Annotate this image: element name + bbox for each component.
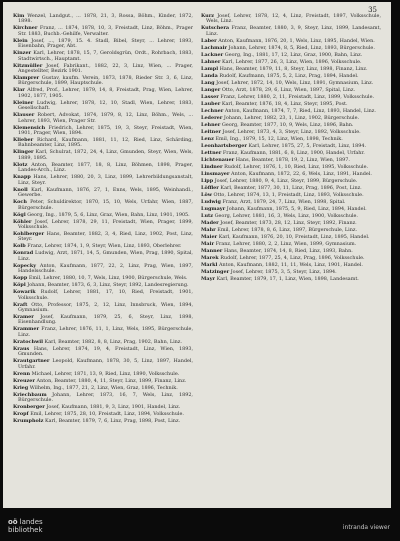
register-entry <box>13 88 193 99</box>
entry-text: Johann, Lehrer, 1874, 8, 5, Ried, Linz, 1893, Bürgerschule. <box>228 44 375 51</box>
entry-name: Markl <box>201 261 218 268</box>
entry-text: Anton, Kaufmann, 1876, 20, 1, Wels, Linz, 1895, Handel, Wien. <box>218 37 375 44</box>
entry-text: Karl, Beamter, 1879, 17, 1, Linz, Wien, 1898, Landesamt. <box>216 275 359 282</box>
entry-name: Löffler <box>201 184 219 191</box>
entry-name: Klamprer <box>13 75 40 82</box>
register-entry <box>13 39 193 50</box>
register-entry <box>201 95 381 100</box>
register-entry <box>13 347 193 358</box>
entry-text: Ludwig, Lehrer, 1878, 12, 10, Stadl, Wien, Lehrer, 1883, Gesellschaft. <box>18 99 193 112</box>
entry-name: Krammer <box>13 326 40 333</box>
page-number: 35 <box>368 6 377 14</box>
entry-name: Kraus <box>13 345 30 352</box>
register-entry <box>201 67 381 72</box>
register-entry <box>13 412 193 417</box>
entry-name: Lenz <box>201 135 214 142</box>
entry-name: Klemensich <box>13 124 46 131</box>
entry-text: Josef, Lehrer, 1872, 14, 10, Wels, Linz, 1891, Gymnasium, Linz. <box>216 79 374 86</box>
entry-name: Mair <box>201 240 215 247</box>
entry-text: Emil, Lehrer, 1880, 10, 7, Wels, Linz, 1900, Bürgerschule, Wels. <box>28 275 188 282</box>
entry-name: Kowarik <box>13 289 36 296</box>
register-entry <box>201 263 381 268</box>
entry-text: Karl, Kaufmann, 1876, 20, 10, Freistadt, Linz, 1895, Handel. <box>218 233 370 240</box>
entry-name: Kitzmüller <box>13 62 43 69</box>
entry-name: Kraft <box>13 301 28 308</box>
register-entry <box>201 228 381 233</box>
entry-name: Krieg <box>13 384 29 391</box>
register-entry <box>201 270 381 275</box>
entry-name: Matzinger <box>201 268 230 275</box>
entry-name: Lampl <box>201 65 219 72</box>
register-entry <box>201 277 381 282</box>
register-entry <box>13 283 193 288</box>
entry-name: Knapp <box>13 174 31 181</box>
entry-name: Lederer <box>201 114 223 121</box>
entry-name: Ludwig <box>201 198 221 205</box>
entry-name: Kramer <box>13 313 34 320</box>
entry-text: Josef, Kaufmann, 1879, 25, 6, Steyr, Linz, 1898, Eisenhandlung. <box>18 313 193 326</box>
register-entry <box>201 193 381 198</box>
entry-text: Josef, Kaufmann, 1881, 9, 3, Linz, 1901, Handel, Linz. <box>46 403 181 410</box>
entry-text: Georg, Ing., 1879, 5, 6, Linz, Graz, Wien, Bahn, Linz, 1901, 1905. <box>27 211 190 218</box>
entry-text: Johann, Lehrer, 1882, 23, 1, Linz, 1902, Bürgerschule. <box>223 114 360 121</box>
register-entry <box>201 151 381 156</box>
register-entry <box>13 386 193 391</box>
register-entry <box>13 340 193 345</box>
entry-name: Köhler <box>13 218 32 225</box>
entry-text: Anton, Kaufmann, 1877, 22, 2, Linz, Prag, Wien, 1897, Handelsschule. <box>18 262 193 275</box>
register-entry <box>13 126 193 137</box>
entry-name: Marek <box>201 254 219 261</box>
entry-text: Anton, Kaufmann, 1882, 11, 11, Wels, Linz, 1901, Handel. <box>218 261 363 268</box>
entry-name: Kleiner <box>13 99 34 106</box>
register-entry <box>13 14 193 25</box>
register-entry <box>201 102 381 107</box>
register-entry <box>201 81 381 86</box>
register-entry <box>13 220 193 231</box>
register-entry <box>13 200 193 211</box>
entry-text: Hans, Beamter, 1874, 14, 8, Ried, Linz, 1893, Bahn. <box>223 247 353 254</box>
entry-name: Kreuzer <box>13 377 35 384</box>
entry-text: Anton, Kaufmann, 1874, 7, 7, Ried, Linz, 1893, Handel, Linz. <box>224 107 376 114</box>
entry-text: Richard, Kaufmann, 1881, 11, 12, Ried, Linz, Schärding, Bahnbeamter, Linz, 1895. <box>18 137 193 149</box>
left-column <box>13 14 193 426</box>
entry-text: Karl, Lehrer, 1875, 27, 5, Freistadt, Linz, 1894. <box>248 142 367 149</box>
entry-text: Emil, Ing., 1879, 15, 12, Linz, Wien, 1898, Technik. <box>215 135 343 142</box>
register-entry <box>201 14 381 25</box>
logo-line2: bibliothek <box>8 526 43 534</box>
entry-text: Anton, Beamter, 1877, 18, 8, Linz, Böhmen, 1898, Prager, Landes-Arch., Linz. <box>18 161 194 174</box>
entry-text: Johann, Lehrer, 1873, 16, 7, Wels, Linz, 1892, Bürgerschule. <box>18 391 193 403</box>
entry-text: Franz, Lehrer, 1876, 11, 1, Linz, Wels, 1895, Bürgerschule, Linz. <box>18 326 194 338</box>
register-entry <box>13 419 193 424</box>
entry-name: Kriechbaum <box>13 391 47 398</box>
entry-name: Lauber <box>201 100 221 107</box>
entry-name: Löw <box>201 191 212 198</box>
entry-name: Kirchner <box>13 25 38 32</box>
entry-name: Lutz <box>201 212 214 219</box>
entry-name: Krenn <box>13 370 31 377</box>
entry-text: Josef, Lehrer, 1873, 4, 3, Steyr, Linz, 1892, Volksschule. <box>222 128 361 135</box>
entry-text: Emil, Lehrer, 1878, 8, 6, Linz, 1897, Bürgerschule, Linz. <box>217 226 358 233</box>
viewer-label[interactable]: intranda viewer <box>342 524 390 531</box>
entry-text: Emil, Lehrer, 1875, 28, 10, Freistadt, Linz, 1894, Volksschule. <box>30 410 184 417</box>
entry-name: Kopp <box>13 275 28 282</box>
entry-name: Konrad <box>13 250 34 257</box>
entry-name: Kutschera <box>201 25 230 32</box>
entry-text: Josef, Fabrikant., 1882, 22, 3, Linz, Wien, ... Prager, Angestellter, Bezirk 1901. <box>18 62 193 75</box>
register-entry <box>13 244 193 249</box>
register-entry <box>13 101 193 112</box>
entry-text: Robert, Advokat, 1874, 1879, 8, 12, Linz, Böhm., Wels, ... Lehrer, 1893, Wien, Prager Str. <box>18 112 194 124</box>
entry-text: Otto, Arzt, 1878, 29, 6, Linz, Wien, 1897, Spital, Linz. <box>221 86 356 93</box>
register-entry <box>201 207 381 212</box>
entry-text: Hans, Beamter, 1879, 11, 8, Steyr, Linz, 1898, Finanz, Linz. <box>219 65 368 72</box>
register-entry <box>201 179 381 184</box>
entry-text: Anton, Kaufmann, 1872, 22, 6, Wels, Linz, 1891, Handel. <box>231 170 372 177</box>
logo-mark: oö <box>8 518 18 526</box>
register-entry <box>201 235 381 240</box>
entry-name: Klar <box>13 87 25 94</box>
entry-name: Lehner <box>201 121 221 128</box>
entry-text: Johann, Kaufmann, 1875, 5, 9, Ried, Linz, 1894, Handel. <box>226 205 367 212</box>
entry-text: Otto, Lehrer, 1874, 13, 1, Freistadt, Linz, 1893, Volksschule. <box>213 191 364 198</box>
entry-name: Klieber <box>13 137 34 144</box>
entry-text: Josef, Lehrer, 1878, 29, 11, Freistadt, Wien, Prager, 1899, Volksschule. <box>18 218 193 230</box>
entry-name: Lindner <box>201 163 223 170</box>
library-logo[interactable] <box>8 518 43 534</box>
entry-text: Franz, Lehrer, 1880, 2, 2, Linz, Wien, 1899, Gymnasium. <box>215 240 357 247</box>
entry-name: Lachmair <box>201 44 227 51</box>
entry-text: Karl, Schulrat, 1872, 24, 4, Linz, Gmunden, Steyr, Wien, Wels, 1889, 1895. <box>18 149 193 161</box>
entry-name: Mayr <box>201 275 216 282</box>
entry-text: Leopold, Kaufmann, 1878, 30, 5, Linz, 1897, Handel, Urfahr. <box>18 358 193 370</box>
register-entry <box>201 109 381 114</box>
register-entry <box>13 315 193 326</box>
entry-name: Lettner <box>201 149 222 156</box>
entry-name: Klein <box>13 37 28 44</box>
entry-name: Krautgartner <box>13 358 50 365</box>
register-entry <box>201 123 381 128</box>
entry-name: Laber <box>201 37 217 44</box>
register-entry <box>201 39 381 44</box>
entry-name: Manner <box>201 247 223 254</box>
entry-text: Rudolf, Lehrer, 1881, 17, 10, Ried, Freistadt, 1901, Volksschule. <box>18 289 193 301</box>
right-column <box>201 14 381 284</box>
entry-text: Anton, Beamter, 1880, 4, 11, Steyr, Linz, 1899, Finanz, Linz. <box>36 377 187 384</box>
register-entry <box>201 165 381 170</box>
entry-name: Leitner <box>201 128 221 135</box>
entry-name: Leonhartsberger <box>201 142 247 149</box>
entry-name: Lahner <box>201 58 221 65</box>
register-entry <box>201 88 381 93</box>
register-entry <box>201 221 381 226</box>
register-entry <box>201 74 381 79</box>
entry-name: Lugmayr <box>201 205 226 212</box>
register-entry <box>201 60 381 65</box>
entry-name: Lang <box>201 79 215 86</box>
register-entry <box>201 46 381 51</box>
entry-name: Linsmayer <box>201 170 230 177</box>
entry-text: Rudolf, Lehrer, 1876, 1, 10, Ried, Linz, 1895, Volksschule. <box>224 163 369 170</box>
logo-line1: landes <box>19 518 43 526</box>
entry-text: Franz, Arzt, 1879, 24, 7, Linz, Wien, 1898, Spital. <box>222 198 346 205</box>
register-entry <box>13 113 193 124</box>
register-entry <box>201 249 381 254</box>
entry-text: Friedrich, Lehrer, 1875, 19, 3, Steyr, Freistadt, Wien, 1901, Prager, Wien, 1894. <box>18 124 193 137</box>
entry-name: Knoll <box>13 186 28 193</box>
register-entry <box>13 64 193 75</box>
entry-name: Krumpholz <box>13 417 44 424</box>
entry-name: Mader <box>201 219 219 226</box>
entry-name: Maier <box>201 233 218 240</box>
entry-name: Kronberger <box>13 403 45 410</box>
entry-name: Lipp <box>201 177 214 184</box>
entry-name: Kohlberger <box>13 230 45 237</box>
register-entry <box>13 405 193 410</box>
entry-text: Ludwig, Arzt, 1871, 14, 5, Gmunden, Wien, Prag, 1890, Spital, Linz. <box>18 250 193 262</box>
scanned-page <box>3 2 391 508</box>
entry-text: Franz, Kaufmann, 1881, 6, 8, Linz, 1900, Handel, Urfahr. <box>222 149 365 156</box>
register-entry <box>201 26 381 37</box>
entry-text: Rudolf, Kaufmann, 1875, 5, 2, Linz, Prag, 1894, Handel. <box>219 72 359 79</box>
entry-text: Wenzel, Landgut., ... 1878, 21, 3, Rossa, Böhm., Kinder, 1872, 1898. <box>18 13 193 25</box>
entry-text: Franz, Lehrer, 1874, 1, 9, Steyr, Wien, Linz, 1893, Oberlehrer. <box>27 243 182 250</box>
register-entry <box>13 175 193 186</box>
entry-name: Klinger <box>13 149 34 156</box>
entry-text: Michael, Lehrer, 1871, 13, 9, Ried, Linz, 1890, Volksschule. <box>31 370 180 377</box>
entry-name: Kim <box>13 13 25 19</box>
entry-text: Karl, Beamter, 1882, 8, 8, Linz, Prag, 1902, Bahn, Linz. <box>44 338 182 345</box>
entry-text: Karl, Lehrer, 1877, 26, 3, Linz, Wien, 1896, Volksschule. <box>221 58 362 65</box>
register-entry <box>201 256 381 261</box>
register-entry <box>13 393 193 404</box>
entry-text: Hans, Beamter, 1882, 3, 4, Ried, Linz, 1902, Post, Linz, Steyr. <box>18 230 193 243</box>
entry-name: Lasser <box>201 93 219 100</box>
entry-text: Josef, Beamter, 1873, 28, 12, Linz, Steyr, 1892, Finanz. <box>220 219 357 226</box>
entry-name: Lechner <box>201 107 224 114</box>
entry-name: Koch <box>13 199 27 206</box>
register-entry <box>13 276 193 281</box>
entry-name: Lackner <box>201 51 224 58</box>
register-entry <box>13 372 193 377</box>
entry-text: Wilhelm, Ing., 1877, 21, 2, Linz, Wien, Graz, 1896, Technik. <box>29 384 178 391</box>
register-entry <box>201 53 381 58</box>
entry-name: Kolb <box>13 243 26 250</box>
register-entry <box>13 290 193 301</box>
entry-text: Hans, Lehrer, 1880, 20, 3, Linz, 1899, Lehrerbildungsanstalt, Linz, Steyr. <box>18 174 193 186</box>
entry-name: Kratochwil <box>13 338 43 345</box>
entry-text: Josef, Lehrer, 1878, 12, 4, Linz, Freistadt, 1897, Volksschule, Wels, Linz. <box>206 13 381 25</box>
register-entry <box>13 327 193 338</box>
entry-text: Josef, ..., 1879, 15. 4. Stadl, Bibel, Steyr, ... Lehrer, 1893, Eisenbahn, Prager, Abt. <box>18 37 193 50</box>
register-entry <box>13 26 193 37</box>
register-entry <box>201 172 381 177</box>
register-entry <box>201 200 381 205</box>
entry-text: Rudolf, Lehrer, 1877, 25, 4, Linz, Prag, 1896, Volksschule. <box>220 254 365 261</box>
register-entry <box>201 116 381 121</box>
entry-name: Kopecky <box>13 262 37 269</box>
entry-text: Franz, Lehrer, 1880, 2, 11, Freistadt, Linz, 1899, Volksschule. <box>220 93 375 100</box>
entry-text: Johann, Beamter, 1873, 6, 3, Linz, Steyr, 1892, Landesregierung. <box>27 282 189 289</box>
register-entry <box>13 232 193 243</box>
entry-text: Karl, Beamter, 1876, 18, 4, Linz, Steyr, 1895, Post. <box>221 100 348 107</box>
register-entry <box>201 242 381 247</box>
entry-name: Lichtenauer <box>201 156 235 163</box>
entry-text: Georg, Ing., 1881, 17, 12, Linz, Graz, 1900, Bahn, Linz. <box>224 51 363 58</box>
entry-name: Mahr <box>201 226 216 233</box>
register-entry <box>13 76 193 87</box>
entry-name: Kropf <box>13 410 29 417</box>
entry-name: Klauser <box>13 112 35 119</box>
register-entry <box>13 379 193 384</box>
entry-name: Köpl <box>13 282 26 289</box>
entry-text: Josef, Lehrer, 1875, 3, 5, Steyr, Linz, 1894. <box>230 268 337 275</box>
register-entry <box>13 213 193 218</box>
register-entry <box>201 186 381 191</box>
entry-text: Karl, Lehrer, 1878, 15, 7, Geroldsgrün, Ordt., Rohrbach, 1883, Stadtwirtsch., Hauptamt. <box>18 50 193 62</box>
register-entry <box>13 264 193 275</box>
entry-name: Kurz <box>201 13 215 19</box>
entry-text: Alfred, Prof., Lehrer, 1879, 14, 8, Freistadt, Prag, Wien, Lehrer, 1902, 1877, 1905. <box>18 87 193 99</box>
entry-text: Karl, Beamter, 1879, 7, 6, Linz, Prag, 1898, Post, Linz. <box>45 417 181 424</box>
entry-text: Peter, Schuldirektor, 1870, 15, 10, Wels, Urfahr, Wien, 1887, Bürgerschule. <box>18 199 193 211</box>
entry-name: Kögl <box>13 211 26 218</box>
entry-name: Kinzer <box>13 50 32 57</box>
register-entry <box>201 130 381 135</box>
register-entry <box>13 163 193 174</box>
register-entry <box>13 51 193 62</box>
entry-text: Franz, ... 1874, 1878, 10, 3, Freistadt, Linz, Böhm., Prager Str. 1883, Buchb.-Gehilfe, Verwalter. <box>18 25 193 37</box>
register-entry <box>201 214 381 219</box>
entry-text: Georg, Lehrer, 1881, 16, 3, Wels, Linz, 1900, Volksschule. <box>214 212 358 219</box>
entry-name: Klotz <box>13 161 28 168</box>
entry-text: Karl, Beamter, 1877, 30, 11, Linz, Prag, 1896, Post, Linz. <box>220 184 362 191</box>
entry-text: Karl, Kaufmann, 1876, 27, 1, Enns, Wels, 1895, Weinhandl., Gewerbe. <box>18 186 193 199</box>
entry-text: Gustav, kaufm. Verein, 1873, 1878, Rieder Str. 3, 6, Linz, Bürgerschule, 1899, Hauptschule. <box>18 75 193 87</box>
register-entry <box>201 144 381 149</box>
entry-text: Georg, Beamter, 1877, 10, 9, Wels, Linz, 1896, Bahn. <box>221 121 354 128</box>
register-entry <box>13 303 193 314</box>
entry-text: Hans, Beamter, 1878, 19, 2, Linz, Wien, 1897. <box>235 156 350 163</box>
register-entry <box>13 150 193 161</box>
entry-text: Josef, Lehrer, 1880, 9, 4, Linz, Steyr, 1899, Bürgerschule. <box>214 177 358 184</box>
register-entry <box>13 138 193 149</box>
register-entry <box>13 251 193 262</box>
entry-name: Landa <box>201 72 218 79</box>
register-entry <box>201 137 381 142</box>
entry-text: Franz, Beamter, 1880, 3, 9, Steyr, Linz, 1899, Landesamt, Linz. <box>206 25 381 37</box>
entry-text: Otto, Professor, 1875, 2, 12, Linz, Innsbruck, Wien, 1894, Gymnasium. <box>18 301 193 313</box>
register-entry <box>201 158 381 163</box>
entry-text: Hans, Lehrer, 1874, 19, 4, Freistadt, Linz, Wien, 1893, Gmunden. <box>18 345 193 358</box>
register-entry <box>13 359 193 370</box>
register-entry <box>13 188 193 199</box>
entry-name: Langer <box>201 86 221 93</box>
viewer-footer <box>0 510 400 541</box>
